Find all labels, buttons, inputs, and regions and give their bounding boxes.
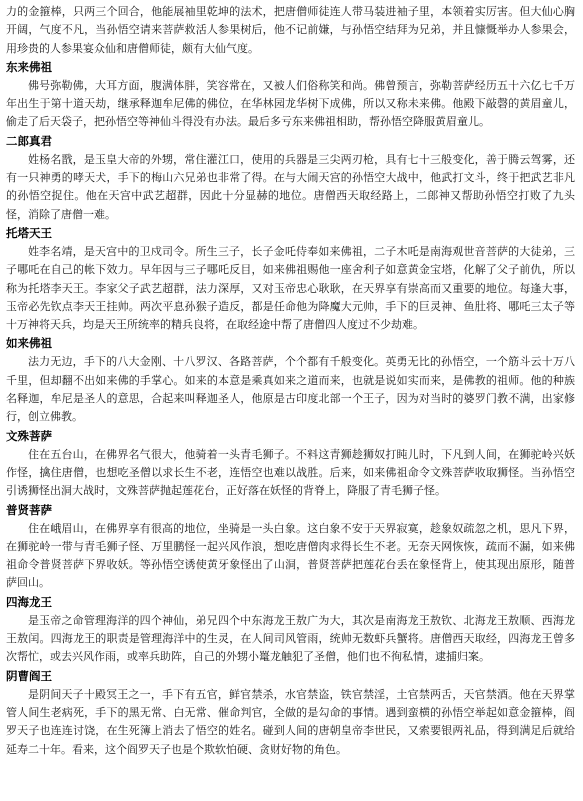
section-body-puxian-pusa: 住在峨眉山，在佛界享有很高的地位，坐骑是一头白象。这白象不安于天界寂寞，趁象奴疏忽之机，思凡下界，在狮驼岭一带与青毛狮子怪、万里鹏怪一起兴风作浪，想吃唐僧肉求得长生不老。无奈天网恢恢，疏而不漏，如来佛祖命令普贤菩萨下界收妖。等孙悟空诱使黄牙象怪出了山洞，普贤菩萨把莲花台丢在象怪背上，使其现出原形，随普萨回山。: [6, 521, 575, 590]
section-heading-erlang-zhenjun: 二郎真君: [6, 133, 52, 148]
section-heading-donglai-fozu: 东来佛祖: [6, 59, 52, 74]
section-heading-sihai-longwang: 四海龙王: [6, 594, 52, 609]
section-heading-puxian-pusa: 普贤菩萨: [6, 502, 52, 517]
section-body-wenshu-pusa: 住在五台山，在佛界名气很大，他骑着一头青毛狮子。不料这青狮趁狮奴打盹儿时，下凡到人间，在狮驼岭兴妖作怪，擒住唐僧，也想吃圣僧以求长生不老，连悟空也难以战胜。后来，如来佛祖命令文殊菩萨收取狮怪。当孙悟空引诱狮怪出洞大战时，文殊菩萨抛起莲花台，正好落在妖怪的背脊上，降服了青毛狮子怪。: [6, 447, 575, 498]
section-body-yincao-yanwang: 是阴间天子十殿冥王之一，手下有五官，鲜官禁杀，水官禁盗，铁官禁淫，土官禁两舌，天官禁酒。他在天界掌管人间生老病死，手下的黑无常、白无常、催命判官，全做的是勾命的事情。遇到蛮横的孙悟空举起如意金箍棒，阎罗天子也连连讨饶，在生死簿上消去了悟空的姓名。碰到人间的唐朝皇帝李世民，又索要银两礼品，得到满足后就给延寿二十年。看来，这个阎罗天子也是个欺软怕硬、贪财好物的角色。: [6, 687, 575, 756]
section-heading-rulai-fozu: 如来佛祖: [6, 336, 52, 351]
section-body-donglai-fozu: 佛号弥勒佛，大耳方面，腹满体胖，笑容常在，又被人们俗称笑和尚。佛曾预言，弥勒菩萨经历五十六亿七千万年出生于第十道天劫，继承释迦牟尼佛的佛位，在华林园龙华树下成佛，所以又称未来佛。他殿下敲磬的黄眉童儿，偷走了后天袋子，把孙悟空等神仙斗得没有办法。最后多亏东来佛祖相助，帮孙悟空降服黄眉童儿。: [6, 78, 575, 129]
section-heading-yincao-yanwang: 阴曹阎王: [6, 668, 52, 683]
section-heading-tuota-tianwang: 托塔天王: [6, 225, 52, 240]
section-body-tuota-tianwang: 姓李名靖，是天宫中的卫戍司令。所生三子，长子金吒侍奉如来佛祖，二子木吒是南海观世音菩萨的大徒弟，三子哪吒在自己的帐下效力。早年因与三子哪吒反目，如来佛祖赐他一座舍利子如意黄金宝塔，化解了父子前仇，所以称为托塔李天王。李家父子武艺超群，法力深厚，又对玉帝忠心耿耿，在天界享有崇高而又重要的地位。每逢大事，玉帝必先钦点李天王挂帅。两次平息孙猴子造反，都是任命他为降魔大元帅，手下的巨灵神、鱼肚将、哪吒三太子等十万神将天兵，均是天王所统率的精兵良将，在取经途中帮了唐僧四人度过不少劫难。: [6, 244, 575, 332]
section-heading-wenshu-pusa: 文殊菩萨: [6, 428, 52, 443]
section-body-sihai-longwang: 是玉帝之命管理海洋的四个神仙，弟兄四个中东海龙王敖广为大，其次是南海龙王敖钦、北海龙王敖顺、西海龙王敖闰。四海龙王的职责是管理海洋中的生灵，在人间司风管雨，统帅无数虾兵蟹将。唐僧西天取经，四海龙王曾多次帮忙，或去兴风作雨，或率兵助阵，自己的外甥小鼍龙触犯了圣僧，他们也不徇私情，逮捕归案。: [6, 613, 575, 664]
section-body-rulai-fozu: 法力无边，手下的八大金刚、十八罗汉、各路菩萨，个个都有千般变化。英勇无比的孙悟空，一个筋斗云十万八千里，但却翻不出如来佛的手掌心。如来的本意是乘真如来之道而来，也就是说如实而来，是佛教的祖师。他的种族名释迦，牟尼是圣人的意思，合起来叫释迦圣人，他原是古印度北部一个王子，因为对当时的婆罗门教不满，出家修行，创立佛教。: [6, 355, 575, 424]
intro-paragraph: 力的金箍棒，只两三个回合，他能展袖里乾坤的法术，把唐僧师徒连人带马装进袖子里，本领着实厉害。但大仙心胸开阔，气度不凡，当孙悟空请来菩萨救活人参果树后，他不记前嫌，与孙悟空结拜为兄弟，并且慷慨举办人参果会，用珍贵的人参果宴众仙和唐僧师徒，颇有大仙气度。: [6, 5, 575, 55]
section-body-erlang-zhenjun: 姓杨名戬，是玉皇大帝的外甥，常住灌江口，使用的兵器是三尖两刃枪，具有七十三般变化，善于腾云驾雾，还有一只神勇的哮天犬，手下的梅山六兄弟也非常了得。在与大闹天宫的孙悟空大战中，他武打文斗，终于把武艺非凡的孙悟空捉住。他在天宫中武艺超群，因此十分显赫的地位。唐僧西天取经路上，二郎神又帮助孙悟空打败了九头怪，消除了唐僧一难。: [6, 152, 575, 221]
